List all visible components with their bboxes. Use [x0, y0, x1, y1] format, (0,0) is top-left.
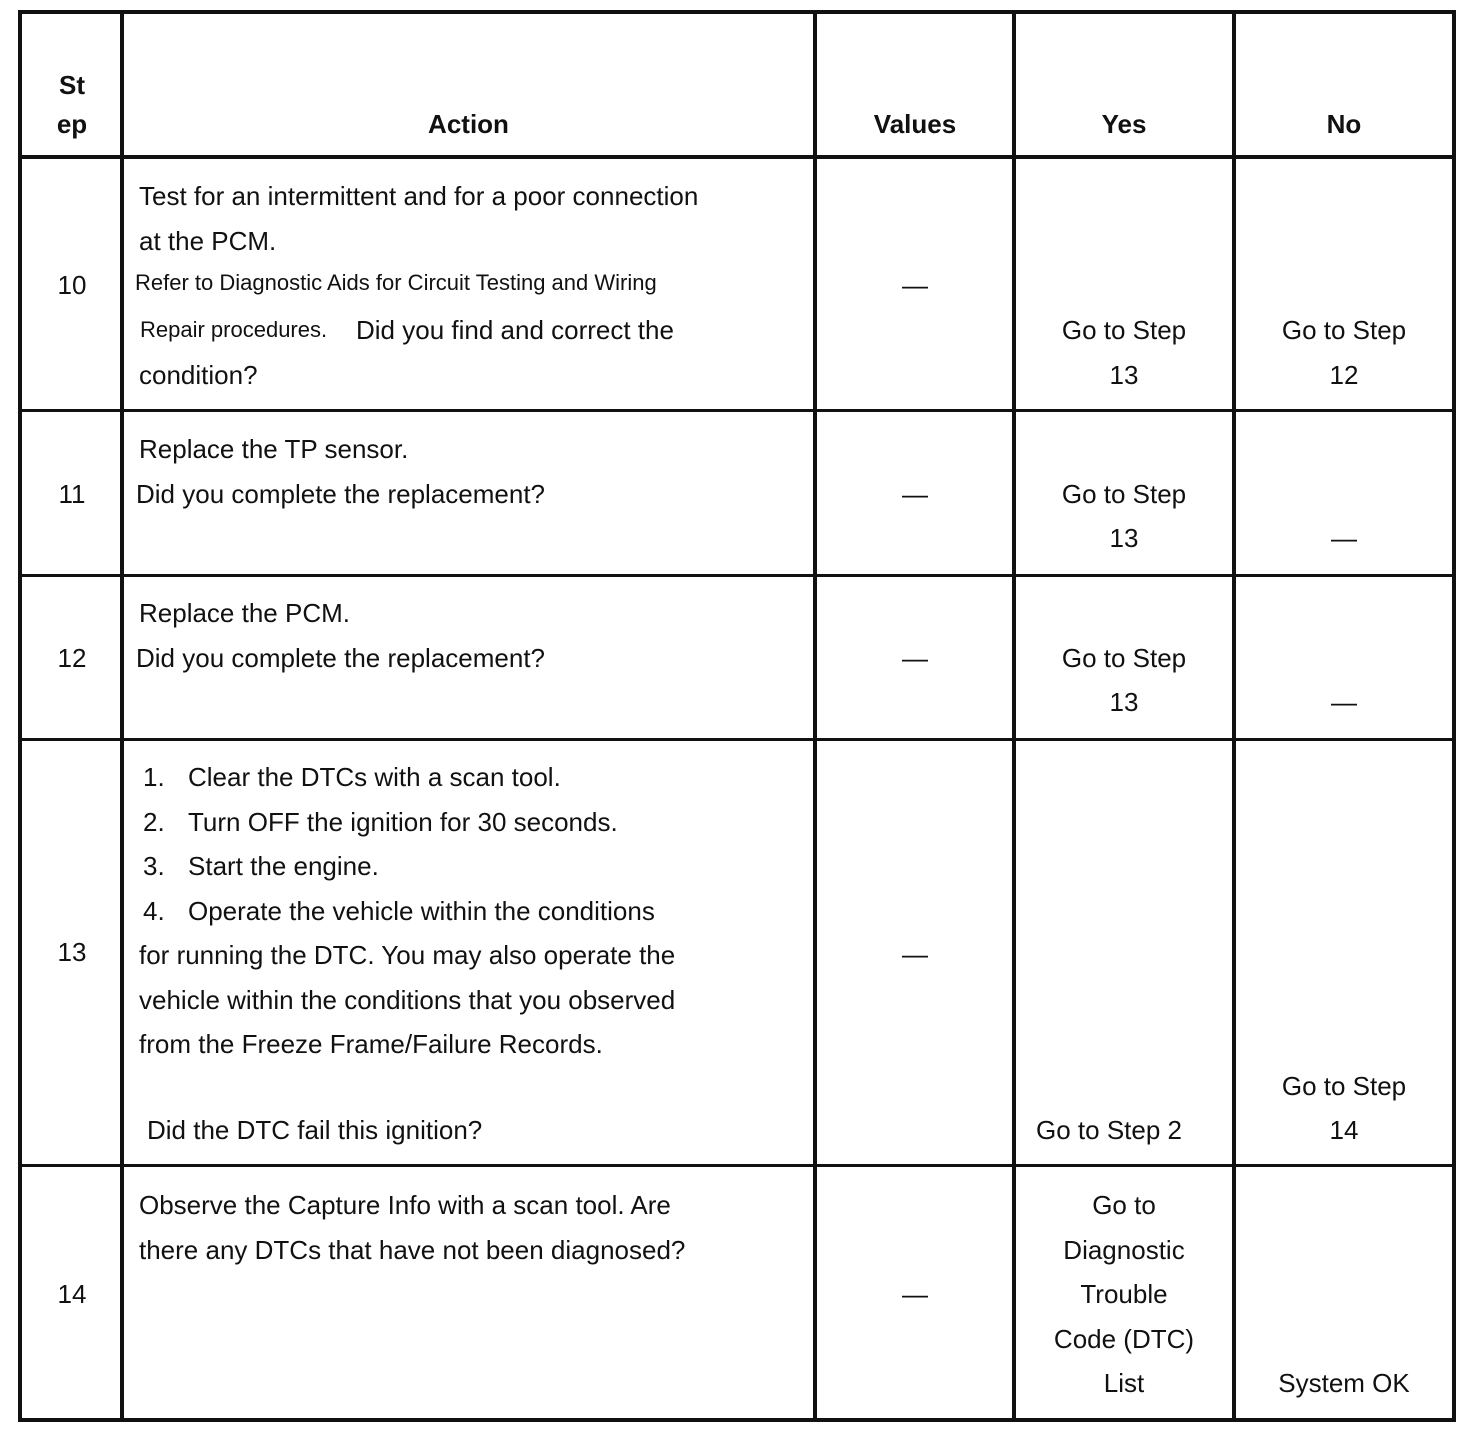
action-text: for running the DTC. You may also operate the [139, 940, 676, 970]
grid-line [18, 1418, 1456, 1422]
list-item-text: Operate the vehicle within the conditions [188, 896, 655, 926]
yes-result: Code (DTC) [1053, 1324, 1195, 1354]
header-no: No [1326, 109, 1362, 139]
action-text: Refer to Diagnostic Aids for Circuit Testing and Wiring [135, 270, 657, 295]
yes-result: Go to Step [1061, 479, 1187, 509]
step-number: 12 [57, 643, 87, 673]
list-item-number: 3. [143, 851, 165, 881]
action-text: condition? [139, 360, 258, 390]
action-text: Replace the TP sensor. [139, 434, 409, 464]
values-dash: — [902, 479, 928, 509]
no-result: Go to Step [1281, 315, 1407, 345]
action-text: at the PCM. [139, 226, 277, 256]
yes-result: List [1103, 1368, 1145, 1398]
action-text: vehicle within the conditions that you observed [139, 985, 676, 1015]
action-text: Did you complete the replacement? [136, 479, 546, 509]
list-item-number: 1. [143, 762, 165, 792]
yes-result: Go to Step [1061, 315, 1187, 345]
header-yes: Yes [1101, 109, 1147, 139]
step-number: 11 [58, 479, 86, 509]
grid-line [18, 10, 1456, 14]
grid-line [813, 10, 817, 1422]
action-text: Test for an intermittent and for a poor connection [139, 181, 699, 211]
grid-line [18, 738, 1456, 741]
action-text: Repair procedures. [140, 317, 328, 342]
step-number: 14 [57, 1279, 87, 1309]
action-text: Did you find and correct the [356, 315, 674, 345]
action-text: Did you complete the replacement? [136, 643, 546, 673]
yes-result: Trouble [1080, 1279, 1168, 1309]
list-item-number: 4. [143, 896, 165, 926]
list-item-text: Turn OFF the ignition for 30 seconds. [188, 807, 618, 837]
grid-line [18, 10, 22, 1422]
yes-result: 13 [1109, 687, 1139, 717]
no-result: Go to Step [1281, 1071, 1407, 1101]
no-result: 12 [1329, 360, 1359, 390]
header-step-line1: St [59, 70, 85, 100]
action-text: Observe the Capture Info with a scan tool. Are [139, 1190, 671, 1220]
header-action: Action [428, 109, 509, 139]
list-item-number: 2. [143, 807, 165, 837]
yes-result: Go to Step 2 [1036, 1115, 1182, 1145]
grid-line [18, 155, 1456, 159]
values-dash: — [902, 270, 928, 300]
action-question: Did the DTC fail this ignition? [147, 1115, 483, 1145]
grid-line [18, 409, 1456, 412]
action-text: from the Freeze Frame/Failure Records. [139, 1029, 603, 1059]
yes-result: Go to Step [1061, 643, 1187, 673]
grid-line [18, 574, 1456, 577]
step-number: 13 [57, 937, 87, 967]
grid-line [1452, 10, 1456, 1422]
list-item-text: Start the engine. [188, 851, 379, 881]
no-result: — [1331, 523, 1357, 553]
no-result: System OK [1278, 1368, 1410, 1398]
yes-result: 13 [1109, 523, 1139, 553]
grid-line [120, 10, 124, 1422]
list-item-text: Clear the DTCs with a scan tool. [188, 762, 561, 792]
yes-result: Diagnostic [1063, 1235, 1185, 1265]
values-dash: — [902, 643, 928, 673]
yes-result: Go to [1092, 1190, 1156, 1220]
header-values: Values [873, 109, 957, 139]
grid-line [18, 1164, 1456, 1167]
action-text: there any DTCs that have not been diagnosed? [139, 1235, 686, 1265]
step-number: 10 [57, 270, 87, 300]
yes-result: 13 [1109, 360, 1139, 390]
header-step-line2: ep [56, 109, 88, 139]
values-dash: — [902, 939, 928, 969]
no-result: — [1331, 687, 1357, 717]
values-dash: — [902, 1279, 928, 1309]
no-result: 14 [1329, 1115, 1359, 1145]
action-text: Replace the PCM. [139, 598, 350, 628]
